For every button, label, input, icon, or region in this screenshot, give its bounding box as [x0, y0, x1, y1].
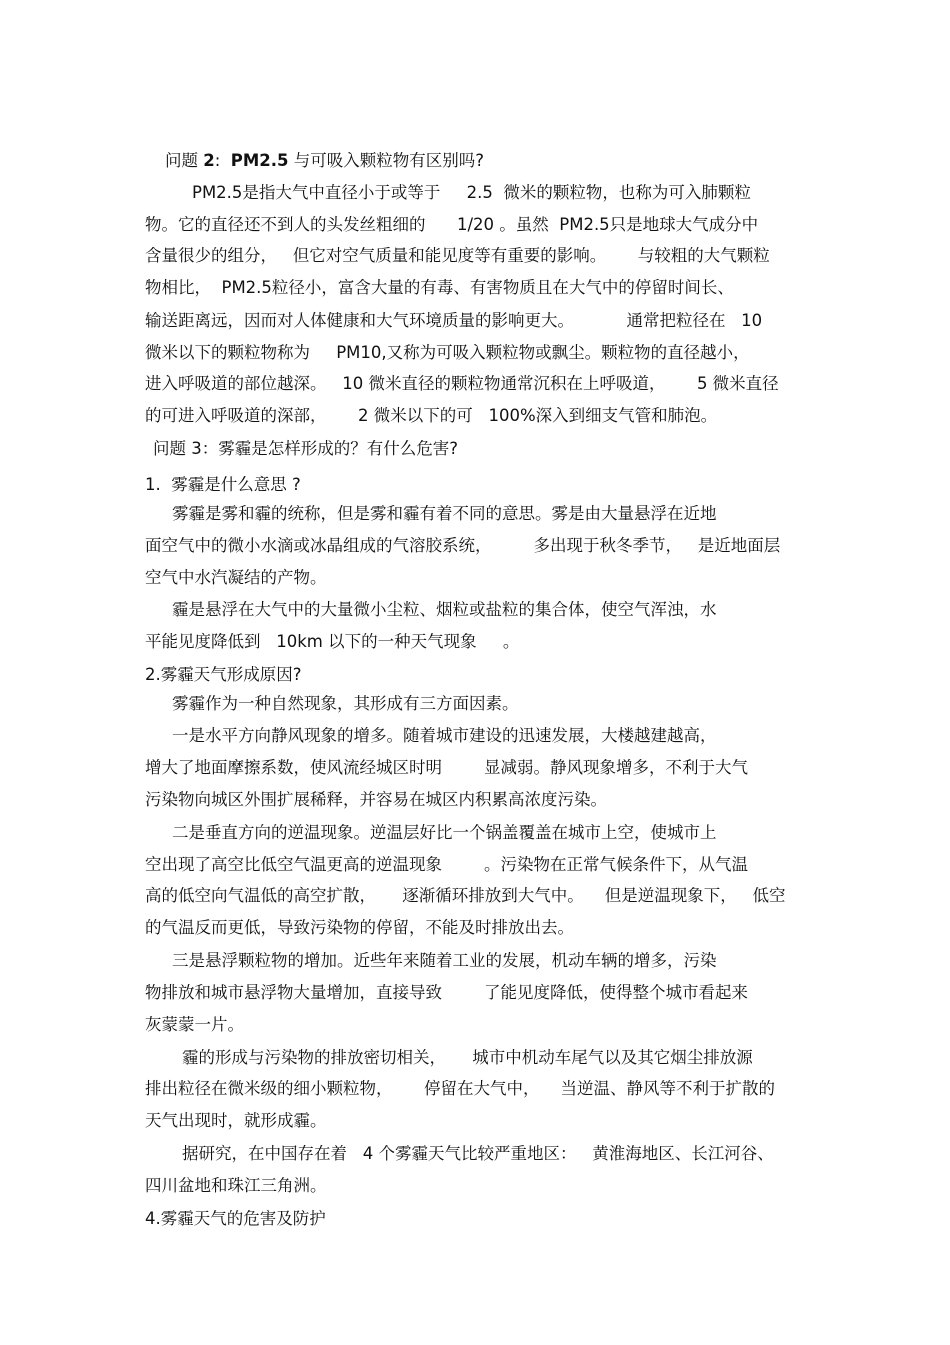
paragraph-line: 输送距离远，因而对人体健康和大气环境质量的影响更大。 通常把粒径在 10	[145, 311, 763, 330]
paragraph-line: 的气温反而更低，导致污染物的停留，不能及时排放出去。	[145, 918, 574, 937]
paragraph-line: 雾霾作为一种自然现象，其形成有三方面因素。	[172, 694, 519, 713]
paragraph-line: 空气中水汽凝结的产物。	[145, 568, 327, 587]
paragraph-line: 物排放和城市悬浮物大量增加，直接导致 了能见度降低，使得整个城市看起来	[145, 983, 748, 1002]
paragraph-line: 霾是悬浮在大气中的大量微小尘粒、烟粒或盐粒的集合体，使空气浑浊，水	[172, 600, 717, 619]
section-heading: 4.雾霾天气的危害及防护	[145, 1209, 326, 1228]
paragraph-line: 雾霾是雾和霾的统称，但是雾和霾有着不同的意思。雾是由大量悬浮在近地	[172, 504, 717, 523]
paragraph-line: 的可进入呼吸道的深部， 2 微米以下的可 100%深入到细支气管和肺泡。	[145, 406, 718, 425]
paragraph-line: 霾的形成与污染物的排放密切相关， 城市中机动车尾气以及其它烟尘排放源	[182, 1048, 753, 1067]
paragraph-line: 面空气中的微小水滴或冰晶组成的气溶胶系统， 多出现于秋冬季节， 是近地面层	[145, 536, 781, 555]
paragraph-line: 平能见度降低到 10km 以下的一种天气现象 。	[145, 632, 520, 651]
paragraph-line: 三是悬浮颗粒物的增加。近些年来随着工业的发展，机动车辆的增多，污染	[172, 951, 717, 970]
paragraph-line: 四川盆地和珠江三角洲。	[145, 1176, 327, 1195]
paragraph-line: 空出现了高空比低空气温更高的逆温现象 。污染物在正常气候条件下，从气温	[145, 855, 748, 874]
section-heading: 2.雾霾天气形成原因?	[145, 665, 302, 684]
paragraph-line: 微米以下的颗粒物称为 PM10,又称为可吸入颗粒物或飘尘。颗粒物的直径越小，	[145, 343, 750, 362]
paragraph-line: PM2.5是指大气中直径小于或等于 2.5 微米的颗粒物，也称为可入肺颗粒	[192, 183, 751, 202]
question-3-heading: 问题 3：雾霾是怎样形成的？有什么危害?	[153, 439, 459, 458]
paragraph-line: 污染物向城区外围扩展稀释，并容易在城区内积累高浓度污染。	[145, 790, 607, 809]
paragraph-line: 增大了地面摩擦系数，使风流经城区时明 显减弱。静风现象增多，不利于大气	[145, 758, 748, 777]
paragraph-line: 据研究，在中国存在着 4 个雾霾天气比较严重地区： 黄淮海地区、长江河谷、	[182, 1144, 774, 1163]
paragraph-line: 一是水平方向静风现象的增多。随着城市建设的迅速发展，大楼越建越高，	[172, 726, 717, 745]
paragraph-line: 灰蒙蒙一片。	[145, 1015, 244, 1034]
paragraph-line: 物相比， PM2.5粒径小，富含大量的有毒、有害物质且在大气中的停留时间长、	[145, 278, 734, 297]
paragraph-line: 高的低空向气温低的高空扩散， 逐渐循环排放到大气中。 但是逆温现象下， 低空	[145, 886, 786, 905]
paragraph-line: 含量很少的组分， 但它对空气质量和能见度等有重要的影响。 与较粗的大气颗粒	[145, 246, 770, 265]
paragraph-line: 物。它的直径还不到人的头发丝粗细的 1/20 。虽然 PM2.5只是地球大气成分中	[145, 215, 759, 234]
paragraph-line: 进入呼吸道的部位越深。 10 微米直径的颗粒物通常沉积在上呼吸道， 5 微米直径	[145, 374, 779, 393]
paragraph-line: 排出粒径在微米级的细小颗粒物， 停留在大气中， 当逆温、静风等不利于扩散的	[145, 1079, 775, 1098]
paragraph-line: 二是垂直方向的逆温现象。逆温层好比一个锅盖覆盖在城市上空，使城市上	[172, 823, 717, 842]
question-2-heading: 问题 2: PM2.5 与可吸入颗粒物有区别吗?	[165, 151, 485, 170]
section-heading: 1. 雾霾是什么意思 ?	[145, 475, 301, 494]
paragraph-line: 天气出现时，就形成霾。	[145, 1111, 327, 1130]
